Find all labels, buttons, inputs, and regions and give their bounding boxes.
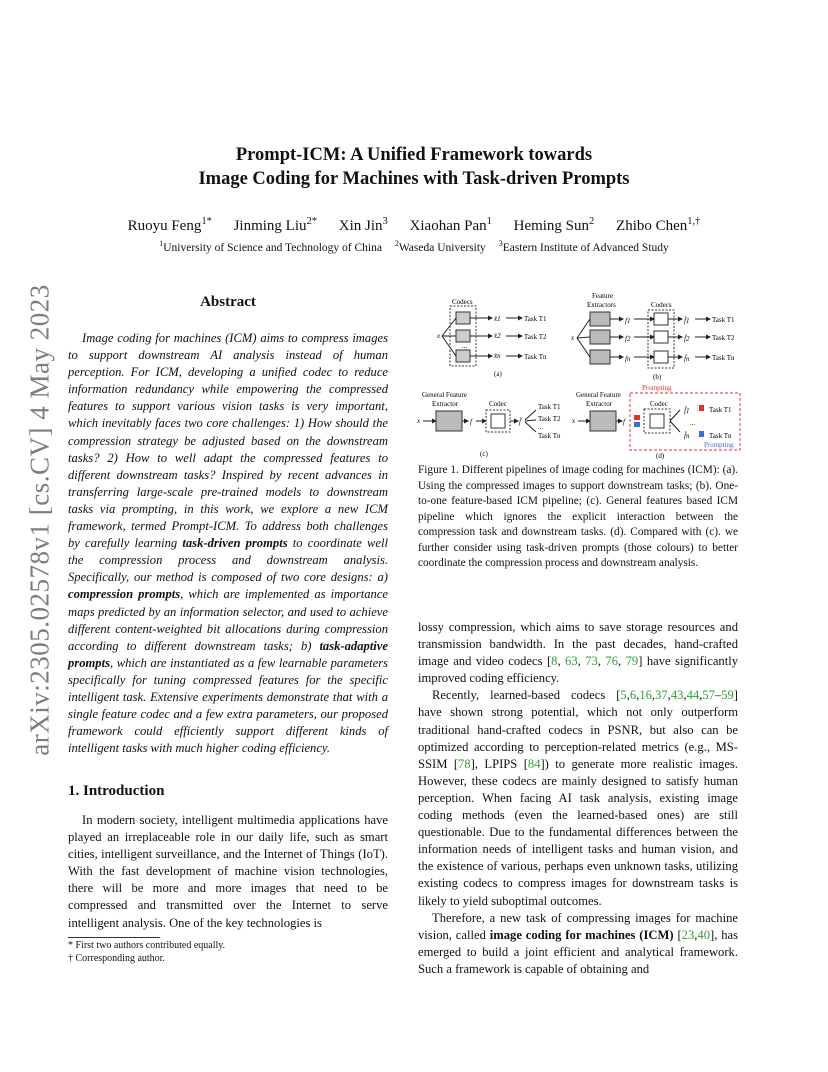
task-n-c: Task Tn [538,432,561,440]
title-line-2: Image Coding for Machines with Task-driven Prompts [198,169,630,189]
task-1-c: Task T1 [538,403,561,411]
dots-d: ... [690,419,696,427]
author: Zhibo Chen$^{1,\dagger}$ [616,216,701,234]
footnote-2: † Corresponding author. [68,953,165,964]
citation-link[interactable]: 73 [585,654,598,669]
xhat1: x̂1 [494,315,501,323]
task-1-b: Task T1 [712,316,735,324]
input-x: x [437,332,441,340]
author: Jinming Liu$^{2*}$ [233,216,318,234]
fhat-c: f̂ [519,418,521,426]
citation-link[interactable]: 59 [721,688,734,703]
author: Ruoyu Feng$^{1*}$ [127,216,212,234]
panel-d [571,384,740,460]
citation-link[interactable]: 5 [620,688,627,703]
citation-link[interactable]: 16 [639,688,652,703]
f1: f1 [625,317,631,325]
input-x-c: x [417,417,421,425]
fe-label-2: Extractors [587,301,616,309]
f2: f2 [625,335,631,343]
label-a: (a) [494,370,502,378]
panel-a [436,298,547,378]
introduction-paragraph: In modern society, intelligent multimedia applications have played an irreplaceable role in our daily life, such as smart cities, intelligent surveillance, and the Internet of Things (IoT). With the fast development of machine vision technologies, there will be more and more images that need to be compressed and transmitted over the Internet to serve intelligent analysis. One of the key technologies is [68,813,388,930]
task-2: Task T2 [524,333,547,341]
fhatn-d: f̂n [684,432,690,440]
citation-link[interactable]: 78 [458,756,471,771]
abstract-heading: Abstract [200,294,256,310]
author: Xin Jin$^3$ [338,216,388,234]
label-b: (b) [653,373,662,381]
gfe-label-2-d: Extractor [586,400,613,408]
gfe-label-1-d: General Feature [576,391,621,399]
paragraph: lossy compression, which aims to save storage resources and transmission bandwidth. In the past decades, hand-crafted image and video codecs [8, 63, 73, 76, 79] have significantly improved coding efficiency. [418,620,739,686]
task-2-b: Task T2 [712,334,735,342]
citation-link[interactable]: 8 [551,654,558,669]
affiliation: $^3$Eastern Institute of Advanced Study [498,239,669,254]
citation-link[interactable]: 40 [697,927,710,942]
citation-link[interactable]: 79 [625,654,639,669]
task-n: Task Tn [524,353,547,361]
codec-label-c: Codec [489,400,507,408]
fhatn: f̂n [684,355,690,363]
abstract-body: Image coding for machines (ICM) aims to compress images to support downstream AI analysis instead of human perception. For ICM, developing a unified codec to reduce information redundancy while empowering the compressed features to support various vision tasks is very important, which inevitably faces two core challenges: 1) How should the compression strategy be adjusted based on the downstream tasks? 2) How to well adapt the compressed features to different downstream tasks? Inspired by recent advances in transferring large-scale pre-trained models to downstream tasks via prompting, in this work, we explore a new ICM framework, termed Prompt-ICM. To address both challenges by carefully learning task-driven prompts to coordinate well the compression process and downstream analysis. Specifically, our method is composed of two core designs: a) compression prompts, which are implemented as importance maps predicted by an information selector, and used to achieve different content-weighted bit allocations during compression according to different downstream tasks; b) task-adaptive prompts, which are instantiated as a few learnable parameters specifically for tuning compressed features for the specific intelligent task. Extensive experiments demonstrate that with a single feature codec and a few extra parameters, our proposed framework could efficiently support different kinds of intelligent tasks with much higher coding efficiency. [68,331,388,756]
prompting-label-bottom: Prompting [704,441,734,449]
paragraph: Recently, learned-based codecs [5,6,16,37,43,44,57–59] have shown strong potential, which not only outperform traditional hand-crafted codecs in PSNR, but also can be optimized according to perception-related metrics (e.g., MS-SSIM [78], LPIPS [84]) to generate more realistic images. However, these codecs are mainly designed to satisfy human perception. When facing AI task analysis, existing image coding methods (even the learned-based ones) are still questionable. Due to the fundamental differences between the information needs of intelligent tasks and human vision, and the existence of various, perhaps even unknown tasks, utilizing existing codecs to compress images for downstream tasks is likely to yield suboptimal outcomes. [418,688,738,908]
xhat2: x̂2 [494,332,501,340]
input-x-b: x [571,334,575,342]
fn: fn [625,355,631,363]
fe-label-1: Feature [592,292,613,300]
fhat1: f̂1 [684,317,690,325]
citation-link[interactable]: 6 [629,688,637,703]
figure-1-pipelines [414,290,744,460]
dots-c: ... [538,423,544,431]
task-n-d: Task Tn [709,432,732,440]
f-d: f [623,418,625,426]
footnote-divider [68,937,160,938]
paragraph: Therefore, a new task of compressing images for machine vision, called image coding for machines (ICM) [23,40], has emerged to build a joint efficient and analytical framework. Such a framework is capable of obtaining and [418,910,738,976]
gfe-label-1-c: General Feature [422,391,467,399]
affiliation: $^1$University of Science and Technology of China [159,239,382,254]
label-d: (d) [656,452,665,460]
citation-link[interactable]: 84 [527,756,541,771]
xhatn: x̂n [494,352,501,360]
citation-link[interactable]: 63 [565,654,578,669]
citation-link[interactable]: 57 [702,688,715,703]
input-x-d: x [572,417,576,425]
right-column-text [418,619,738,978]
codecs-label: Codecs [452,298,473,306]
author-list [0,218,828,235]
paper-title [0,143,828,191]
citation-link[interactable]: 23 [681,927,695,942]
fhat2: f̂2 [684,335,690,343]
citation-link[interactable]: 43 [670,688,684,703]
citation-link[interactable]: 44 [686,688,700,703]
title-line-1: Prompt-ICM: A Unified Framework towards [235,145,593,165]
affiliation: $^2$Waseda University [394,239,486,254]
figure-1-diagram [414,290,744,460]
task-1: Task T1 [524,315,547,323]
label-c: (c) [480,450,488,458]
f-c: f [470,418,472,426]
dots: ... [462,342,468,350]
affiliations [0,239,828,254]
citation-link[interactable]: 76 [605,654,619,669]
task-2-c: Task T2 [538,415,561,423]
footnote-1: * First two authors contributed equally. [68,940,226,951]
citation-link[interactable]: 37 [655,688,668,703]
arxiv-side-label: arXiv:2305.02578v1 [cs.CV] 4 May 2023 [24,284,55,756]
codec-label-d: Codec [650,400,668,408]
prompting-label-top: Prompting [642,384,672,392]
task-1-d: Task T1 [709,406,732,414]
author: Xiaohan Pan$^1$ [409,216,492,234]
section-heading-introduction: 1. Introduction [68,783,165,799]
panel-c [416,391,561,458]
fhat1-d: f̂1 [684,407,690,415]
gfe-label-2-c: Extractor [432,400,459,408]
author: Heming Sun$^2$ [513,216,595,234]
panel-b [570,292,735,381]
codecs-label-b: Codecs [651,301,672,309]
figure-1-caption: Figure 1. Different pipelines of image coding for machines (ICM): (a). Using the compressed images to support downstream tasks; (b). One-to-one feature-based ICM pipeline; (c). General features based ICM pipeline which ignores the explicit interaction between the compression task and downstream tasks. (d). Compared with (c). we further consider using task-driven prompts (those colours) to better coordinate the compression process and downstream analysis. [418,464,738,569]
task-n-b: Task Tn [712,354,735,362]
